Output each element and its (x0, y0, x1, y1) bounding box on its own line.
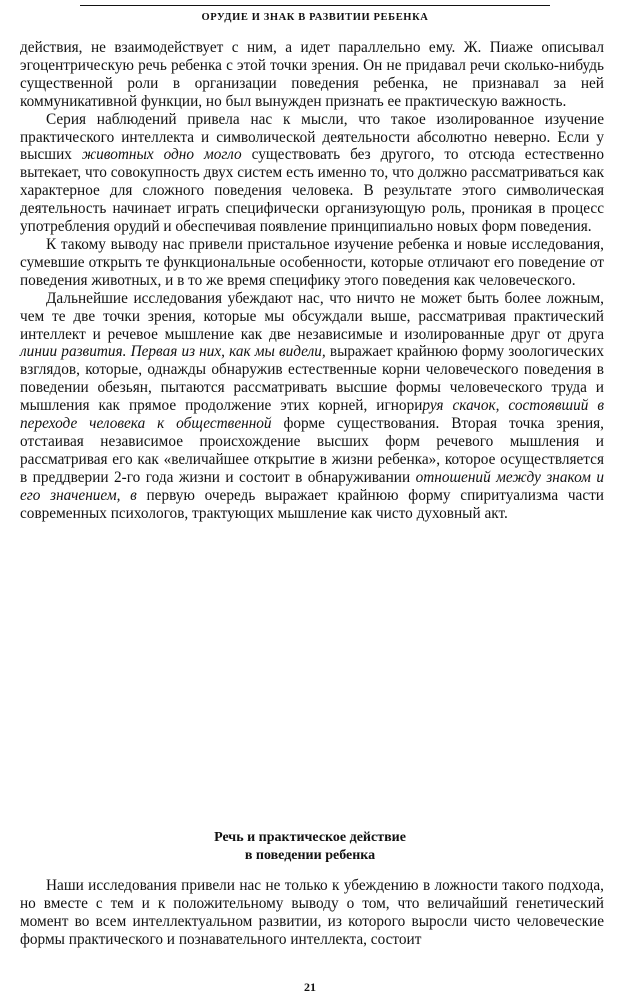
paragraph-4 (20, 290, 604, 523)
main-text-block (20, 39, 604, 522)
paragraph-5: Наши исследования привели нас не только к убеждению в ложности такого подхода, но вместе с тем и к положительному выводу о том, что величайший генетический момент во всем интеллектуальном развитии, из которого выросли чисто человеческие формы практического и познавательного интеллекта, состоит (20, 877, 604, 948)
paragraph-1: действия, не взаимодействует с ним, а идет параллельно ему. Ж. Пиаже описывал эгоцентрическую речь ребенка с этой точки зрения. Он не придавал речи сколько-нибудь существенной роли в организации поведения ребенка, не признавал за ней коммуникативной функции, но был вынужден признать ее практическую важность. (20, 39, 604, 110)
paragraph-2 (20, 111, 604, 236)
section-heading-line-1: Речь и практическое действие (214, 830, 406, 845)
paragraph-4-italic-d: руя скачок, состоявший в переходе человека к общественной (20, 397, 604, 433)
paragraph-4-text-a: Дальнейшие исследования убеждают нас, что ничто не может быть более ложным, чем те две точки зрения, которые мы обсуждали выше, рассматривая практический интеллект и речевое мышление как две независимые и изолированные друг от друга (20, 289, 604, 343)
page-number: 21 (304, 980, 316, 994)
paragraph-4-italic-b: линии развития. Первая из них, как мы видели, (20, 343, 326, 361)
paragraph-4-text-c: выражает крайнюю форму зоологических взглядов, которые, однажды обнаружив естественные корни человеческого поведения в поведении обезьян, пытаются рассматривать высшие формы человеческого труда и мышления как прямое продолжение этих корней, игнори (20, 343, 604, 415)
paragraph-2-text-a: Серия наблюдений привела нас к мысли, что такое изолированное изучение практического интеллекта и символической деятельности абсолютно неверно. Если у высших (20, 110, 604, 164)
section-heading-line-2: в поведении ребенка (244, 847, 376, 863)
section-heading (0, 829, 620, 864)
paragraph-2-italic: животных одно могло (81, 146, 242, 164)
paragraph-4-italic-f: отношений между знаком и его значением, в (20, 468, 604, 504)
paragraph-2-text-c: существовать без другого, то отсюда естественно вытекает, что совокупность двух систем есть именно то, что должно рассматриваться как характерное для сложного поведения человека. В результате этого символическая деятельность начинает играть специфически организующую роль, проникая в процесс употребления орудий и обеспечивая появление принципиально новых форм поведения. (20, 146, 604, 236)
paragraph-3: К такому выводу нас привели пристальное изучение ребенка и новые исследования, сумевшие открыть те функциональные особенности, которые отличают его поведение от поведения животных, и в то же время специфику этого поведения как человеческого. (20, 235, 604, 289)
running-head: ОРУДИЕ И ЗНАК В РАЗВИТИИ РЕБЕНКА (80, 5, 550, 23)
section-text-block (20, 877, 604, 949)
paragraph-4-text-e: форме существования. Вторая точка зрения, отстаивая независимое происхождение высших форм речевого мышления и рассматривая его как «величайшее открытие в жизни ребенка», которое осуществляется в преддверии 2-го года жизни и состоит в обнаруживании (20, 415, 604, 486)
paragraph-4-text-g: первую очередь выражает крайнюю форму спиритуализма части современных психологов, трактующих мышление как чисто духовный акт. (20, 486, 604, 522)
